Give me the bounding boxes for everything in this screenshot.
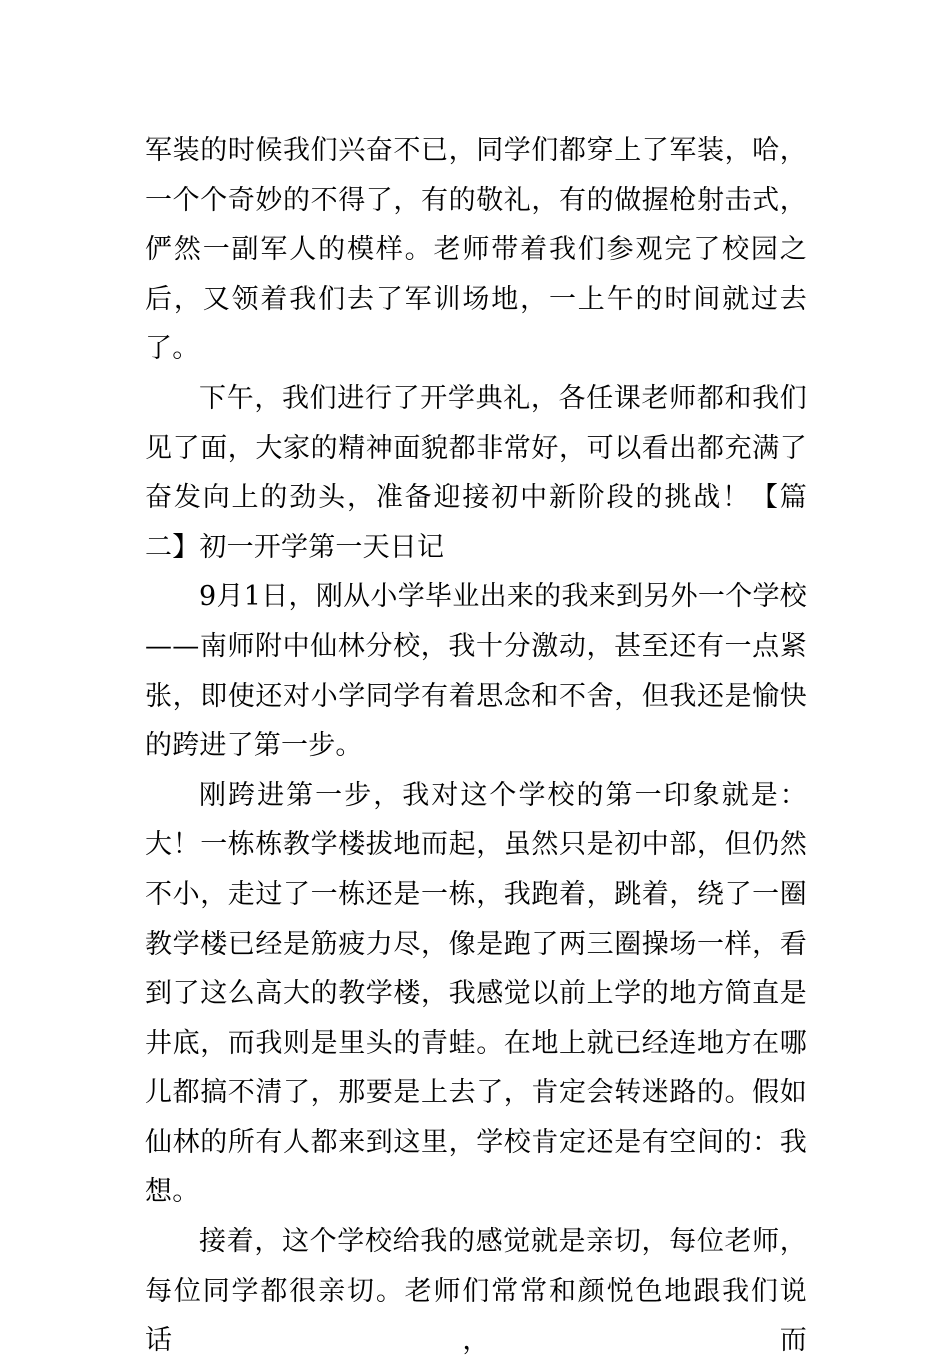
paragraph-3: 9月1日，刚从小学毕业出来的我来到另外一个学校——南师附中仙林分校，我十分激动，甚至还有一点紧张，即使还对小学同学有着思念和不舍，但我还是愉快的跨进了第一步。 — [145, 581, 807, 762]
paragraph-5: 接着，这个学校给我的感觉就是亲切，每位老师，每位同学都很亲切。老师们常常和颜悦色地跟我们说话，而 — [145, 1226, 807, 1357]
paragraph-2: 下午，我们进行了开学典礼，各任课老师都和我们见了面，大家的精神面貌都非常好，可以看出都充满了奋发向上的劲头，准备迎接初中新阶段的挑战！【篇二】初一开学第一天日记 — [145, 382, 807, 563]
document-body — [145, 126, 807, 1366]
paragraph-4: 刚跨进第一步，我对这个学校的第一印象就是：大！一栋栋教学楼拔地而起，虽然只是初中部，但仍然不小，走过了一栋还是一栋，我跑着，跳着，绕了一圈教学楼已经是筋疲力尽，像是跑了两三圈操场一样，看到了这么高大的教学楼，我感觉以前上学的地方简直是井底，而我则是里头的青蛙。在地上就已经连地方在哪儿都搞不清了，那要是上去了，肯定会转迷路的。假如仙林的所有人都来到这里，学校肯定还是有空间的：我想。 — [145, 779, 807, 1208]
paragraph-1: 军装的时候我们兴奋不已，同学们都穿上了军装，哈，一个个奇妙的不得了，有的敬礼，有的做握枪射击式，俨然一副军人的模样。老师带着我们参观完了校园之后，又领着我们去了军训场地，一上午的时间就过去了。 — [145, 135, 807, 365]
